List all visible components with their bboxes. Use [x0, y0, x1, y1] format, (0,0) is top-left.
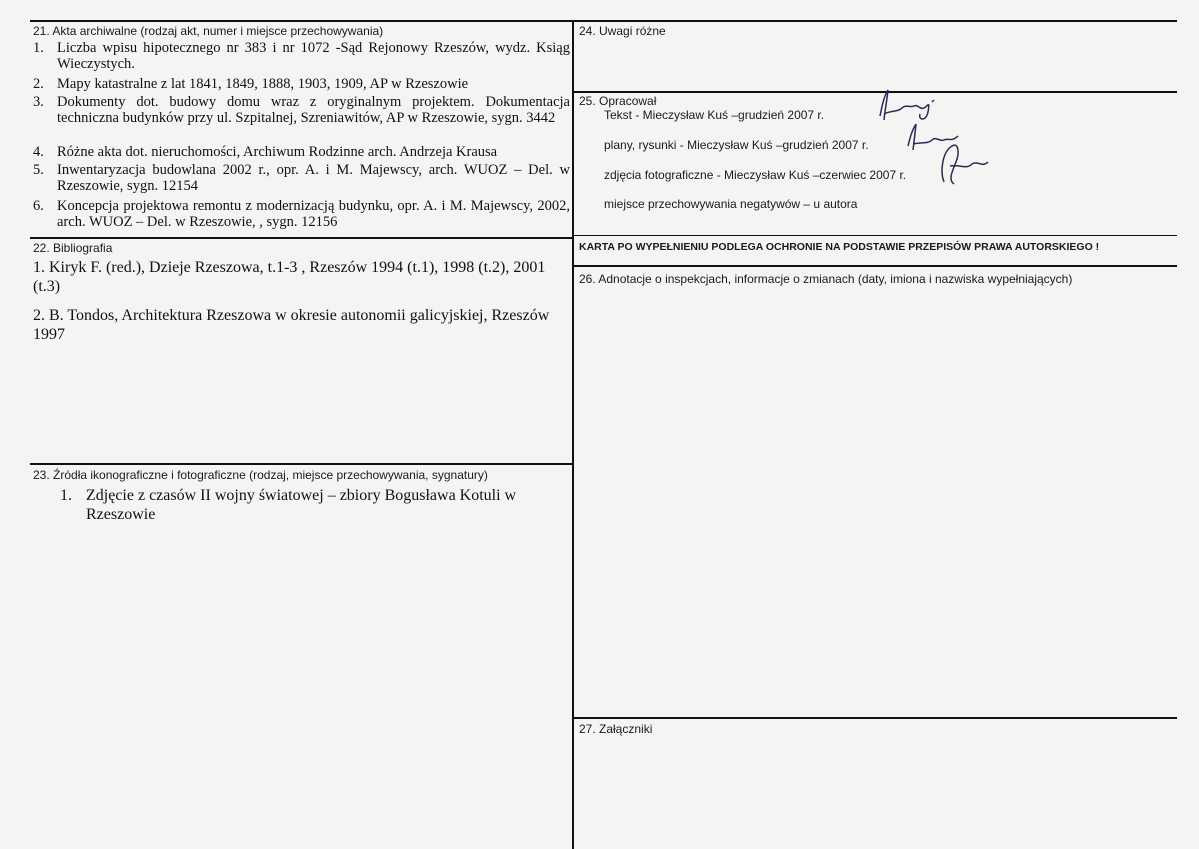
item-text: Koncepcja projektowa remontu z modernizacją budynku, opr. A. i M. Majewscy, 2002, arch. WUOZ – Del. w Rzeszowie, , sygn. 12156 [57, 198, 570, 230]
list-item [33, 40, 570, 74]
top-border-line [30, 20, 1177, 22]
item-number: 1. [33, 40, 44, 56]
bibliography-entry: 2. B. Tondos, Architektura Rzeszowa w okresie autonomii galicyjskiej, Rzeszów 1997 [33, 307, 550, 343]
list-item [33, 144, 570, 162]
divider-note-top [573, 235, 1177, 236]
item-number: 3. [33, 94, 44, 110]
signature-3 [938, 142, 998, 192]
negatives-location-line: miejsce przechowywania negatywów – u autora [604, 197, 858, 211]
list-item [33, 162, 570, 196]
item-text: Różne akta dot. nieruchomości, Archiwum Rodzinne arch. Andrzeja Krausa [57, 144, 498, 160]
item-text: Zdjęcie z czasów II wojny światowej – zbiory Bogusława Kotuli w Rzeszowie [86, 487, 517, 523]
item-number: 1. [60, 487, 72, 504]
divider-26-27 [573, 717, 1177, 719]
center-divider-line [572, 20, 574, 849]
section-22-heading: 22. Bibliografia [33, 241, 113, 255]
copyright-notice: KARTA PO WYPEŁNIENIU PODLEGA OCHRONIE NA PODSTAWIE PRZEPISÓW PRAWA AUTORSKIEGO ! [579, 241, 1100, 253]
item-text: Inwentaryzacja budowlana 2002 r., opr. A. i M. Majewscy, arch. WUOZ – Del. w Rzeszowie, sygn. 12154 [57, 162, 570, 194]
section-23-item [60, 486, 520, 524]
section-24-heading: 24. Uwagi różne [579, 24, 666, 38]
list-item [33, 198, 570, 230]
item-text: Liczba wpisu hipotecznego nr 383 i nr 1072 -Sąd Rejonowy Rzeszów, wydz. Ksiąg Wieczystych. [57, 40, 570, 72]
section-27-heading: 27. Załączniki [579, 722, 653, 736]
bibliography [33, 258, 563, 344]
section-21-heading: 21. Akta archiwalne (rodzaj akt, numer i miejsce przechowywania) [33, 24, 384, 38]
item-text: Mapy katastralne z lat 1841, 1849, 1888, 1903, 1909, AP w Rzeszowie [57, 76, 469, 92]
bibliography-entry: 1. Kiryk F. (red.), Dzieje Rzeszowa, t.1-3 , Rzeszów 1994 (t.1), 1998 (t.2), 2001 (t.3) [33, 259, 546, 295]
divider-21-22 [30, 237, 573, 239]
item-number: 5. [33, 162, 44, 178]
divider-25-26 [573, 265, 1177, 267]
section-23-heading: 23. Źródła ikonograficzne i fotograficzne (rodzaj, miejsce przechowywania, sygnatury) [33, 468, 488, 482]
author-plans-line: plany, rysunki - Mieczysław Kuś –grudzień 2007 r. [604, 138, 869, 152]
author-photos-line: zdjęcia fotograficzne - Mieczysław Kuś –czerwiec 2007 r. [604, 168, 907, 182]
item-number: 6. [33, 198, 44, 214]
section-26-heading: 26. Adnotacje o inspekcjach, informacje o zmianach (daty, imiona i nazwiska wypełniających) [579, 272, 1073, 286]
author-text-line: Tekst - Mieczysław Kuś –grudzień 2007 r. [604, 108, 825, 122]
item-number: 2. [33, 76, 44, 92]
divider-22-23 [30, 463, 573, 465]
item-number: 4. [33, 144, 44, 160]
list-item [33, 76, 570, 94]
section-25-heading: 25. Opracował [579, 94, 657, 108]
item-text: Dokumenty dot. budowy domu wraz z oryginalnym projektem. Dokumentacja techniczna budynków przy ul. Szpitalnej, Szreniawitów, AP w Rzeszowie, sygn. 3442 [57, 94, 570, 126]
list-item [33, 94, 570, 144]
section-21-list [33, 40, 570, 230]
